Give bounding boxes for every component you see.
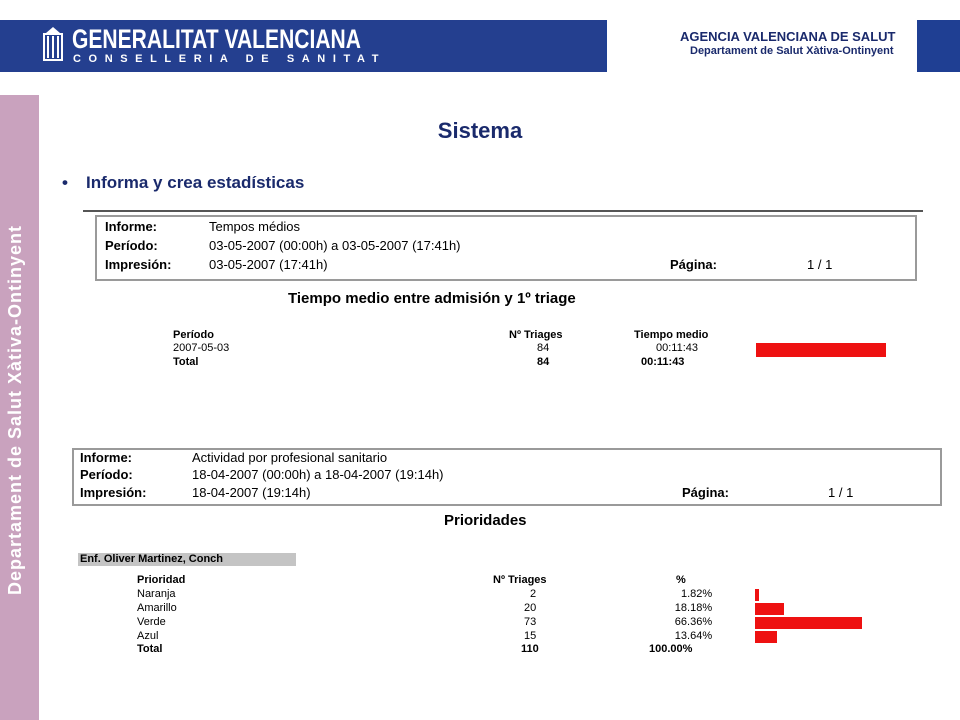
report1-row-bar	[756, 343, 886, 357]
report1-pagina-value: 1 / 1	[807, 257, 833, 272]
report2-row-bar	[755, 617, 862, 629]
report2-impresion-value: 18-04-2007 (19:14h)	[192, 485, 311, 500]
report2-col-pct: %	[676, 574, 686, 586]
slide-title: Sistema	[437, 118, 523, 143]
report2-col-prioridad: Prioridad	[137, 574, 186, 586]
conselleria-subtitle: CONSELLERIA DE SANITAT	[73, 53, 387, 65]
report1-periodo-value: 03-05-2007 (00:00h) a 03-05-2007 (17:41h)	[209, 238, 461, 253]
report2-total-label: Total	[137, 643, 163, 655]
report2-row-prioridad: Amarillo	[137, 602, 177, 614]
avs-subtitle: Departament de Salut Xàtiva-Ontinyent	[690, 45, 894, 57]
report2-total-pct: 100.00%	[649, 643, 693, 655]
report1-header-box	[95, 215, 917, 281]
report2-informe-label: Informe:	[80, 450, 132, 465]
report2-total-triages: 110	[521, 643, 539, 655]
report2-periodo-label: Período:	[80, 467, 133, 482]
report1-col-periodo: Período	[173, 329, 214, 341]
report1-col-triages: Nº Triages	[509, 329, 563, 341]
report2-row-triages: 73	[524, 616, 537, 628]
report2-row-pct: 13.64%	[674, 630, 713, 642]
report2-impresion-label: Impresión:	[80, 485, 147, 500]
sidebar-department-label: Departament de Salut Xàtiva-Ontinyent	[5, 224, 25, 596]
report2-section-title: Prioridades	[444, 512, 527, 529]
report1-total-triages: 84	[537, 356, 550, 368]
bullet-dot-icon: •	[62, 173, 68, 192]
avs-title: AGENCIA VALENCIANA DE SALUT	[680, 29, 896, 44]
report2-row-prioridad: Naranja	[137, 588, 176, 600]
report2-header-box	[72, 448, 942, 506]
report2-pagina-value: 1 / 1	[828, 485, 854, 500]
report1-section-title: Tiempo medio entre admisión y 1º triage	[288, 290, 576, 307]
report2-row-pct: 1.82%	[681, 588, 713, 600]
header-band-end	[917, 20, 960, 72]
report2-row-prioridad: Verde	[137, 616, 166, 628]
report2-periodo-value: 18-04-2007 (00:00h) a 18-04-2007 (19:14h)	[192, 467, 444, 482]
report1-impresion-value: 03-05-2007 (17:41h)	[209, 257, 328, 272]
report2-row-bar	[755, 589, 759, 601]
report1-total-label: Total	[173, 356, 199, 368]
report1-informe-label: Informe:	[105, 219, 157, 234]
report2-col-triages: Nº Triages	[493, 574, 547, 586]
report1-col-tiempo: Tiempo medio	[634, 329, 709, 341]
report1-total-tiempo: 00:11:43	[641, 356, 685, 368]
report1-periodo-label: Período:	[105, 238, 158, 253]
divider-line	[83, 210, 923, 212]
bullet-item	[62, 173, 304, 193]
report1-pagina-label: Página:	[670, 257, 717, 272]
report1-impresion-label: Impresión:	[105, 257, 172, 272]
report2-informe-value: Actividad por profesional sanitario	[192, 450, 388, 465]
report1-informe-value: Tempos médios	[209, 219, 301, 234]
generalitat-crest-icon	[42, 26, 64, 64]
generalitat-title: GENERALITAT VALENCIANA	[72, 24, 361, 54]
report1-row-periodo: 2007-05-03	[173, 342, 230, 354]
report1-row-tiempo: 00:11:43	[656, 342, 699, 354]
report1-row-triages: 84	[537, 342, 550, 354]
professional-name: Enf. Oliver Martinez, Conch	[78, 553, 296, 566]
generalitat-banner	[0, 20, 605, 72]
report2-row-triages: 15	[524, 630, 537, 642]
report2-row-bar	[755, 603, 784, 615]
bullet-text: Informa y crea estadísticas	[86, 173, 305, 192]
report2-row-pct: 66.36%	[674, 616, 713, 628]
report2-row-prioridad: Azul	[137, 630, 159, 642]
report2-row-bar	[755, 631, 777, 643]
report2-row-triages: 2	[530, 588, 537, 600]
report2-row-triages: 20	[524, 602, 537, 614]
report2-pagina-label: Página:	[682, 485, 729, 500]
report2-row-pct: 18.18%	[674, 602, 713, 614]
header-band	[0, 20, 960, 72]
